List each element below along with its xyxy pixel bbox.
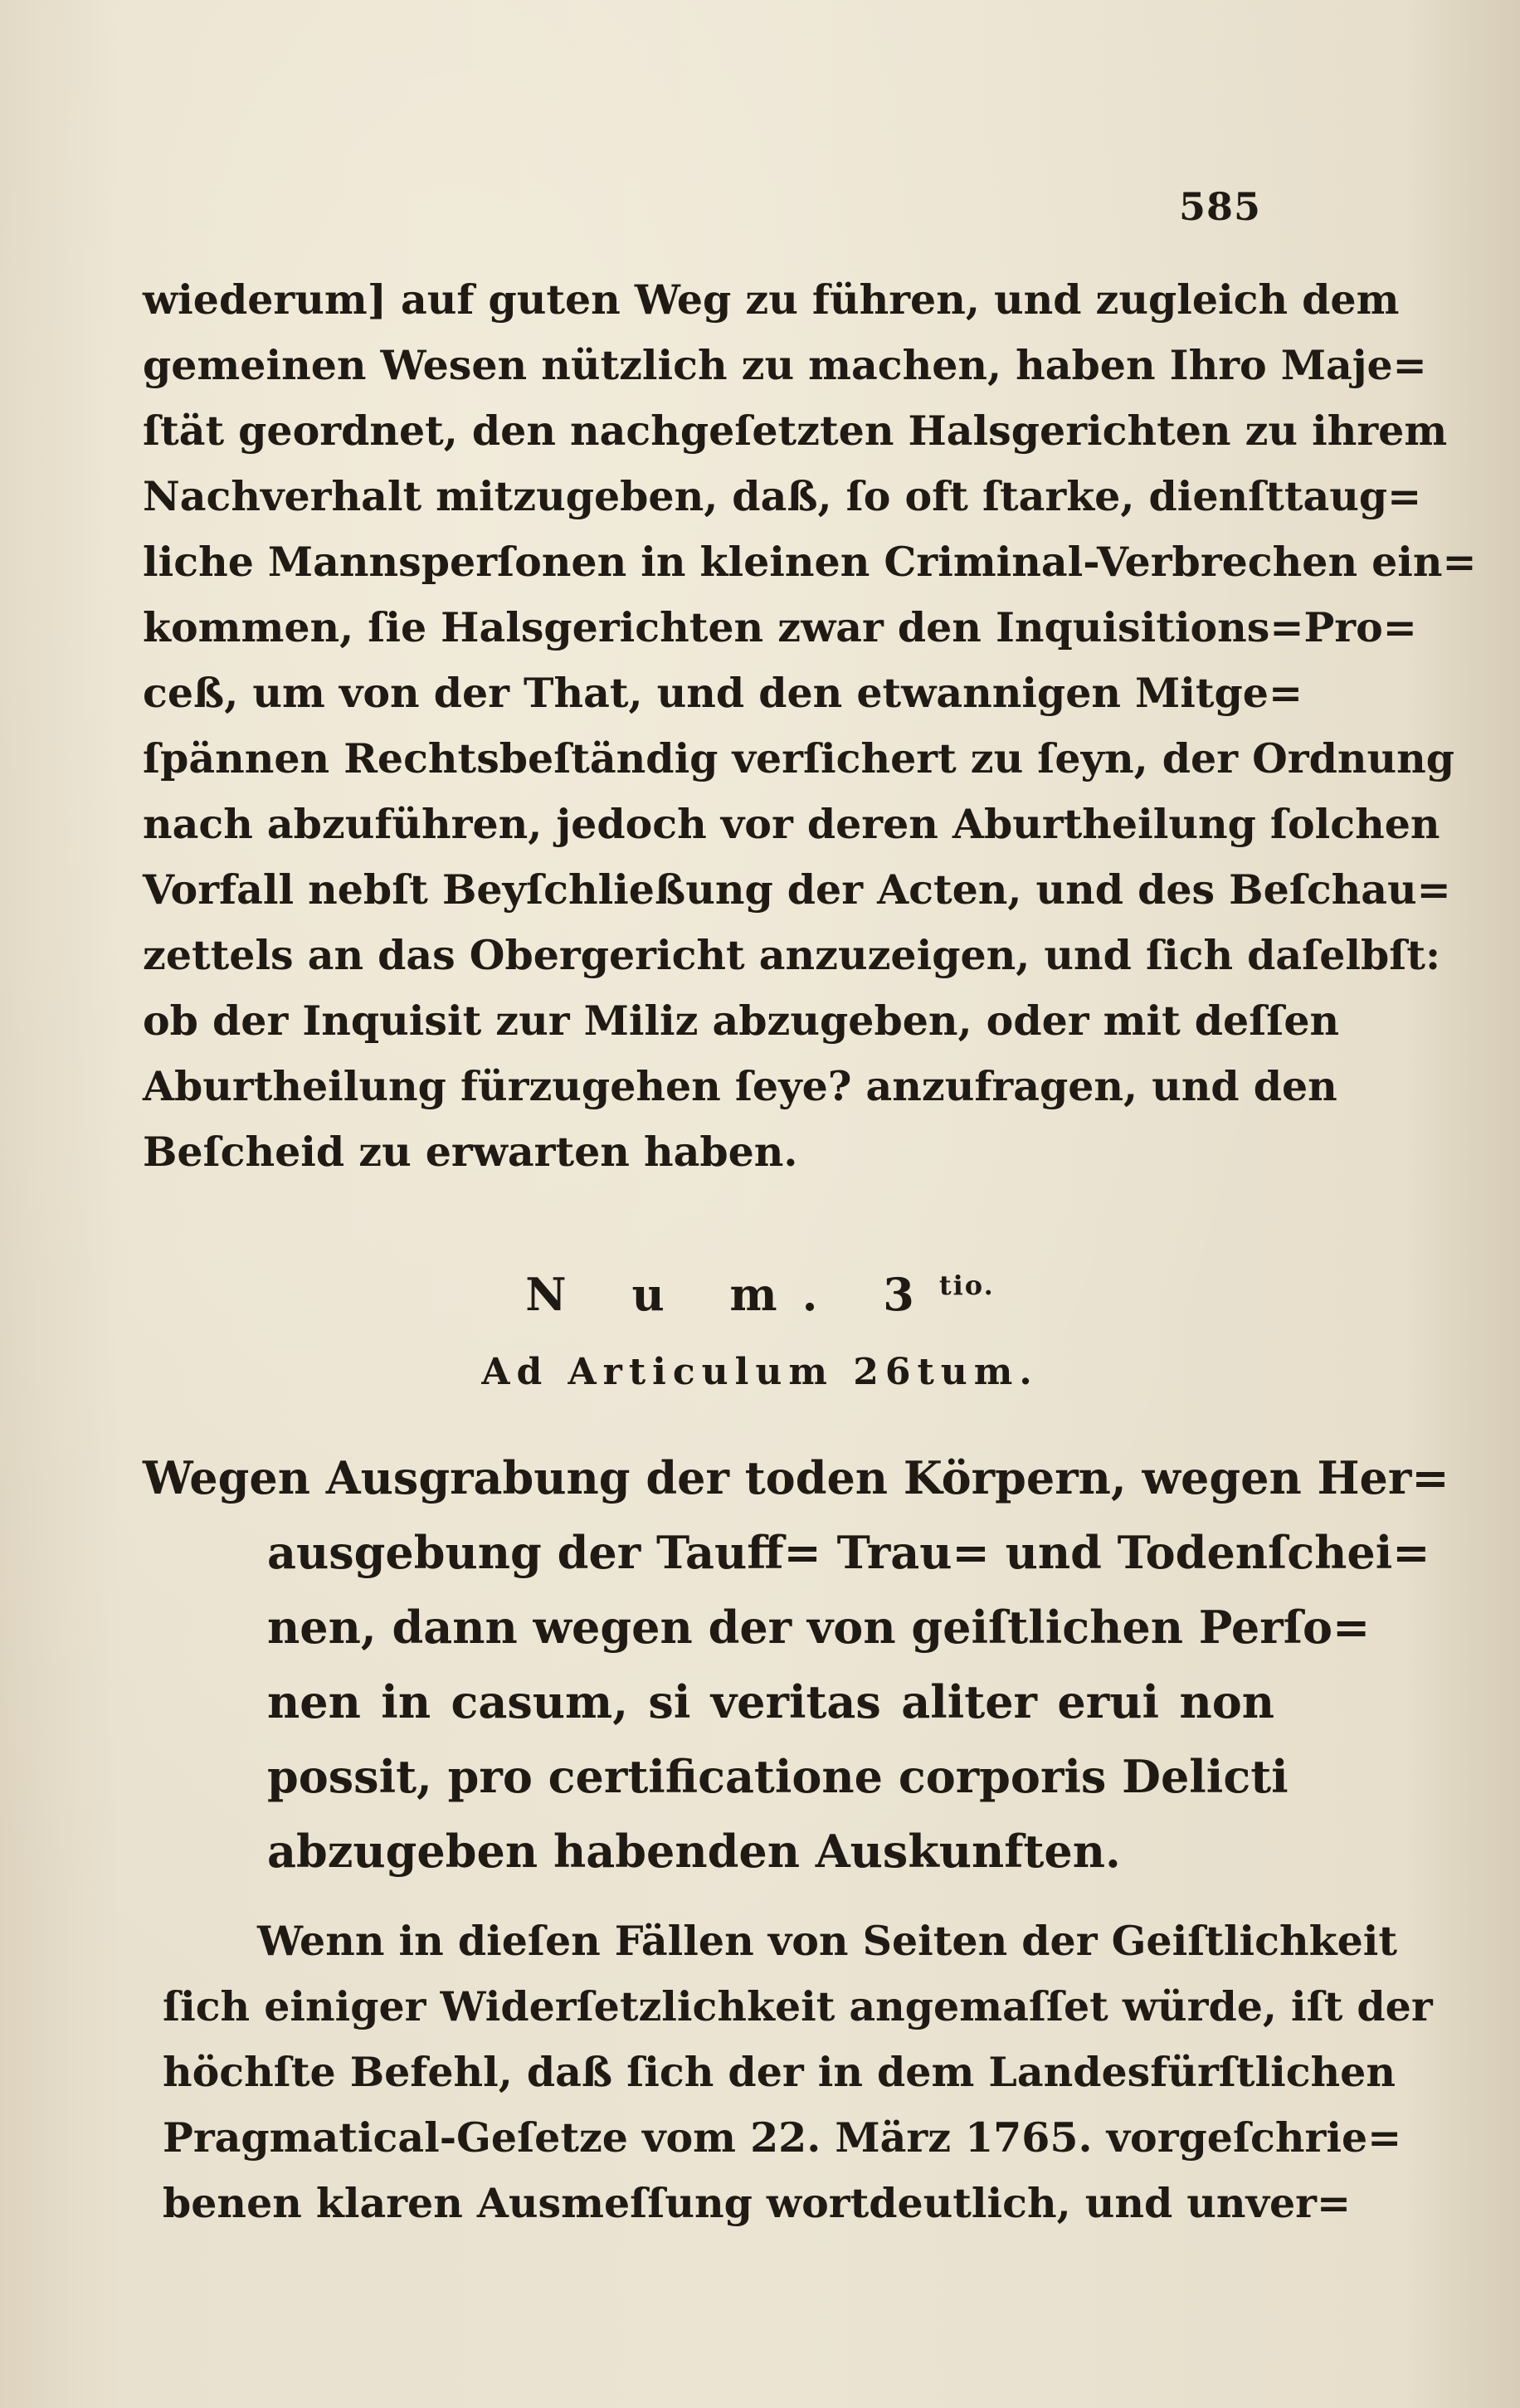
text-line: gemeinen Wesen nützlich zu machen, haben Ihro Maje= bbox=[143, 341, 1427, 389]
title-line: possit, pro certificatione corporis Delicti bbox=[267, 1750, 1289, 1803]
paragraph bbox=[163, 1908, 1433, 2236]
text-line: nach abzuführen, jedoch vor deren Aburtheilung ſolchen bbox=[143, 800, 1440, 848]
text-line: Beſcheid zu erwarten haben. bbox=[143, 1128, 798, 1176]
section-number-heading bbox=[0, 1268, 1520, 1321]
section-number-suffix: tio. bbox=[938, 1270, 995, 1301]
text-line: Nachverhalt mitzugeben, daß, ſo oft ſtarke, dienſttaug= bbox=[143, 472, 1422, 520]
text-line: kommen, ſie Halsgerichten zwar den Inquisitions=Pro= bbox=[143, 603, 1417, 651]
text-line: zettels an das Obergericht anzuzeigen, und ſich daſelbſt: bbox=[143, 931, 1441, 979]
title-line: abzugeben habenden Auskunften. bbox=[267, 1825, 1121, 1878]
text-line: Aburtheilung fürzugehen ſeye? anzufragen, und den bbox=[143, 1062, 1337, 1110]
page-number: 585 bbox=[1178, 184, 1261, 229]
text-line: Vorfall nebſt Beyſchließung der Acten, und des Beſchau= bbox=[143, 865, 1451, 914]
text-line: ſtät geordnet, den nachgeſetzten Halsgerichten zu ihrem bbox=[143, 407, 1448, 455]
article-heading: Ad Articulum 26tum. bbox=[481, 1351, 1039, 1393]
text-line: ſich einiger Widerſetzlichkeit angemaſſet würde, iſt der bbox=[163, 1982, 1433, 2030]
text-line: höchſte Befehl, daß ſich der in dem Landesfürſtlichen bbox=[163, 2048, 1396, 2096]
title-line: ausgebung der Tauff= Trau= und Todenſchei= bbox=[267, 1526, 1430, 1579]
text-line: Wenn in dieſen Fällen von Seiten der Geiſtlichkeit bbox=[257, 1917, 1397, 1965]
title-line: nen, dann wegen der von geiſtlichen Perſo= bbox=[267, 1601, 1371, 1654]
section-number-label: N u m. bbox=[525, 1268, 843, 1321]
text-line: Pragmatical-Geſetze vom 22. März 1765. vorgeſchrie= bbox=[163, 2113, 1402, 2162]
text-line: ceß, um von der That, und den etwannigen Mitge= bbox=[143, 669, 1303, 717]
text-line: ob der Inquisit zur Miliz abzugeben, oder mit deſſen bbox=[143, 997, 1340, 1045]
section-title bbox=[143, 1440, 1449, 1889]
title-line: nen in casum, si veritas aliter erui non bbox=[267, 1675, 1274, 1728]
text-line: ſpännen Rechtsbeſtändig verſichert zu ſeyn, der Ordnung bbox=[143, 734, 1454, 782]
section-number-value: 3 bbox=[883, 1268, 939, 1321]
paragraph-continued bbox=[143, 267, 1477, 1185]
text-line: benen klaren Ausmeſſung wortdeutlich, und unver= bbox=[163, 2179, 1352, 2227]
title-line: Wegen Ausgrabung der toden Körpern, wegen Her= bbox=[143, 1451, 1449, 1504]
text-line: liche Mannsperſonen in kleinen Criminal-Verbrechen ein= bbox=[143, 538, 1477, 586]
text-line: wiederum] auf guten Weg zu führen, und zugleich dem bbox=[143, 275, 1400, 324]
